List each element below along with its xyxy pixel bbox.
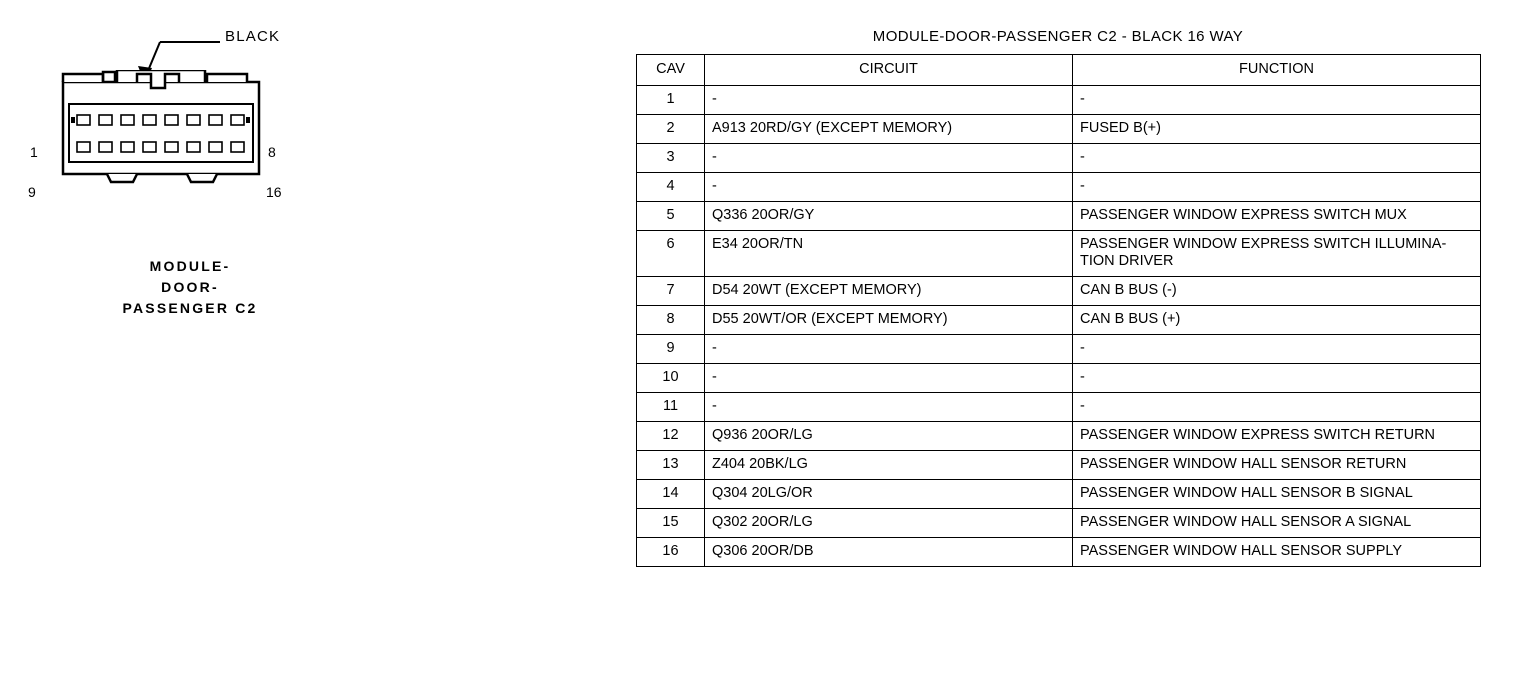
cell-circuit: - [705,86,1073,115]
cell-cav: 15 [637,509,705,538]
cell-cav: 2 [637,115,705,144]
table-row [637,231,1481,277]
cell-cav: 12 [637,422,705,451]
callout-label: BLACK [225,28,281,45]
pinout-table-panel [636,28,1480,567]
cell-function: PASSENGER WINDOW HALL SENSOR A SIGNAL [1073,509,1481,538]
pin-number-8: 8 [268,144,276,160]
cell-function: PASSENGER WINDOW HALL SENSOR B SIGNAL [1073,480,1481,509]
table-row [637,393,1481,422]
table-row [637,509,1481,538]
pin-number-9: 9 [28,184,36,200]
table-row [637,480,1481,509]
table-title: MODULE-DOOR-PASSENGER C2 - BLACK 16 WAY [872,28,1244,45]
cell-circuit: - [705,393,1073,422]
cell-function: PASSENGER WINDOW EXPRESS SWITCH RETURN [1073,422,1481,451]
table-row [637,144,1481,173]
cell-circuit: Q306 20OR/DB [705,538,1073,567]
connector-caption-line-1: MODULE- [149,258,231,274]
cell-function: CAN B BUS (-) [1073,277,1481,306]
cell-function: - [1073,173,1481,202]
cell-cav: 9 [637,335,705,364]
pinout-table [636,54,1481,567]
table-row [637,538,1481,567]
pin-number-16: 16 [266,184,282,200]
cell-function: PASSENGER WINDOW EXPRESS SWITCH ILLUMINA-TION DRIVER [1073,231,1481,277]
cell-function: PASSENGER WINDOW HALL SENSOR SUPPLY [1073,538,1481,567]
table-row [637,86,1481,115]
table-row [637,173,1481,202]
cell-cav: 11 [637,393,705,422]
cell-circuit: - [705,144,1073,173]
cell-circuit: - [705,364,1073,393]
cell-cav: 8 [637,306,705,335]
cell-function: PASSENGER WINDOW EXPRESS SWITCH MUX [1073,202,1481,231]
table-header-row [637,55,1481,86]
table-row [637,115,1481,144]
table-row [637,306,1481,335]
cell-circuit: D54 20WT (EXCEPT MEMORY) [705,277,1073,306]
cell-function: - [1073,86,1481,115]
cell-circuit: A913 20RD/GY (EXCEPT MEMORY) [705,115,1073,144]
cell-function: PASSENGER WINDOW HALL SENSOR RETURN [1073,451,1481,480]
cell-cav: 3 [637,144,705,173]
cell-circuit: E34 20OR/TN [705,231,1073,277]
cell-cav: 16 [637,538,705,567]
connector-caption [60,256,320,319]
table-row [637,202,1481,231]
cell-circuit: Q936 20OR/LG [705,422,1073,451]
table-row [637,422,1481,451]
table-row [637,451,1481,480]
connector-caption-line-2: DOOR- [161,279,219,295]
table-row [637,277,1481,306]
column-header-function: FUNCTION [1073,55,1481,86]
cell-cav: 1 [637,86,705,115]
cell-cav: 5 [637,202,705,231]
cell-function: - [1073,393,1481,422]
connector-caption-line-3: PASSENGER C2 [122,300,258,316]
column-header-cav: CAV [637,55,705,86]
cell-cav: 4 [637,173,705,202]
cell-circuit: - [705,173,1073,202]
cell-circuit: D55 20WT/OR (EXCEPT MEMORY) [705,306,1073,335]
table-row [637,335,1481,364]
cell-function: - [1073,144,1481,173]
cell-circuit: Q336 20OR/GY [705,202,1073,231]
cell-circuit: Q302 20OR/LG [705,509,1073,538]
cell-cav: 10 [637,364,705,393]
table-row [637,364,1481,393]
column-header-circuit: CIRCUIT [705,55,1073,86]
cell-circuit: Z404 20BK/LG [705,451,1073,480]
cell-cav: 14 [637,480,705,509]
cell-circuit: Q304 20LG/OR [705,480,1073,509]
table-body [637,86,1481,567]
cell-function: - [1073,364,1481,393]
cell-cav: 6 [637,231,705,277]
connector-body-drawing [55,70,315,250]
cell-cav: 7 [637,277,705,306]
cell-function: FUSED B(+) [1073,115,1481,144]
connector-illustration [0,0,600,688]
cell-function: CAN B BUS (+) [1073,306,1481,335]
cell-function: - [1073,335,1481,364]
pin-number-1: 1 [30,144,38,160]
cell-circuit: - [705,335,1073,364]
cell-cav: 13 [637,451,705,480]
